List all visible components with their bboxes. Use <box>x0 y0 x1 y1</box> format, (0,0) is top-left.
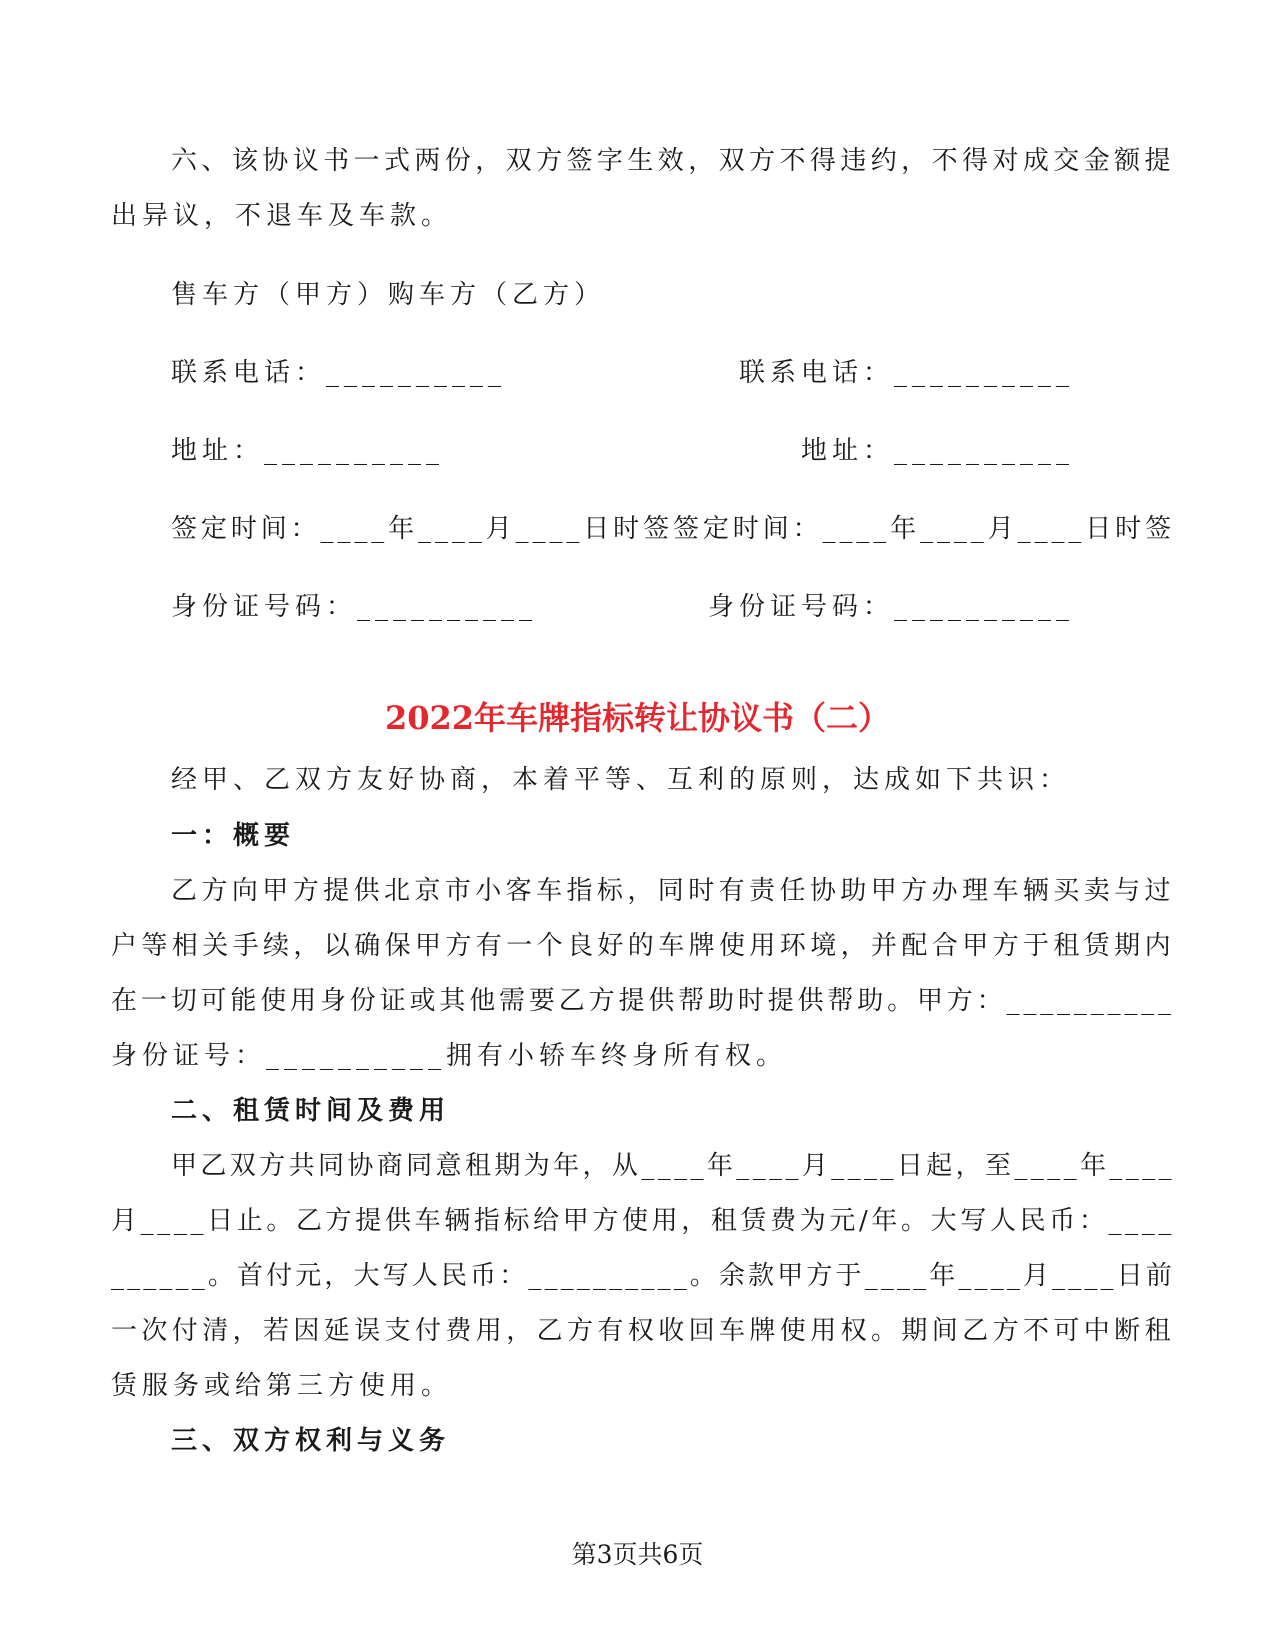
page-number: 第3页共6页 <box>571 1540 704 1569</box>
sec6-line-2: 出异议，不退车及车款。 <box>111 201 453 231</box>
document-title: 2022年车牌指标转让协议书（二） <box>384 699 891 737</box>
address-right: 地址：__________ <box>800 436 1074 466</box>
section-3-heading: 三、双方权利与义务 <box>171 1426 451 1456</box>
phone-left: 联系电话：__________ <box>171 358 507 388</box>
section-1-heading: 一：概要 <box>171 821 296 851</box>
section-1-line-4: 身份证号：__________拥有小轿车终身所有权。 <box>111 1041 788 1071</box>
phone-right: 联系电话：__________ <box>738 358 1074 388</box>
id-number-left: 身份证号码：__________ <box>171 592 538 622</box>
section-2-line-1: 甲乙双方共同协商同意租期为年，从____年____月____日起，至____年____ <box>171 1151 1175 1181</box>
intro-line: 经甲、乙双方友好协商，本着平等、互利的原则，达成如下共识： <box>171 765 1071 795</box>
address-left: 地址：__________ <box>171 436 445 466</box>
parties-line: 售车方（甲方）购车方（乙方） <box>171 280 606 310</box>
section-1-line-1: 乙方向甲方提供北京市小客车指标，同时有责任协助甲方办理车辆买卖与过 <box>171 876 1175 906</box>
section-2-line-2: 月____日止。乙方提供车辆指标给甲方使用，租赁费为元/年。大写人民币：____ <box>111 1206 1175 1236</box>
section-2-line-3: ______。首付元，大写人民币：__________。余款甲方于____年____月____日前 <box>111 1261 1175 1291</box>
section-1-line-3: 在一切可能使用身份证或其他需要乙方提供帮助时提供帮助。甲方：__________ <box>111 986 1175 1016</box>
section-2-line-4: 一次付清，若因延误支付费用，乙方有权收回车牌使用权。期间乙方不可中断租 <box>111 1316 1175 1346</box>
sign-date-line: 签定时间：____年____月____日时签签定时间：____年____月____日时签 <box>171 514 1175 544</box>
sec6-line-1: 六、该协议书一式两份，双方签字生效，双方不得违约，不得对成交金额提 <box>171 146 1175 176</box>
section-1-line-2: 户等相关手续，以确保甲方有一个良好的车牌使用环境，并配合甲方于租赁期内 <box>111 931 1175 961</box>
id-number-right: 身份证号码：__________ <box>707 592 1074 622</box>
section-2-heading: 二、租赁时间及费用 <box>171 1096 451 1126</box>
section-2-line-5: 赁服务或给第三方使用。 <box>111 1371 453 1401</box>
